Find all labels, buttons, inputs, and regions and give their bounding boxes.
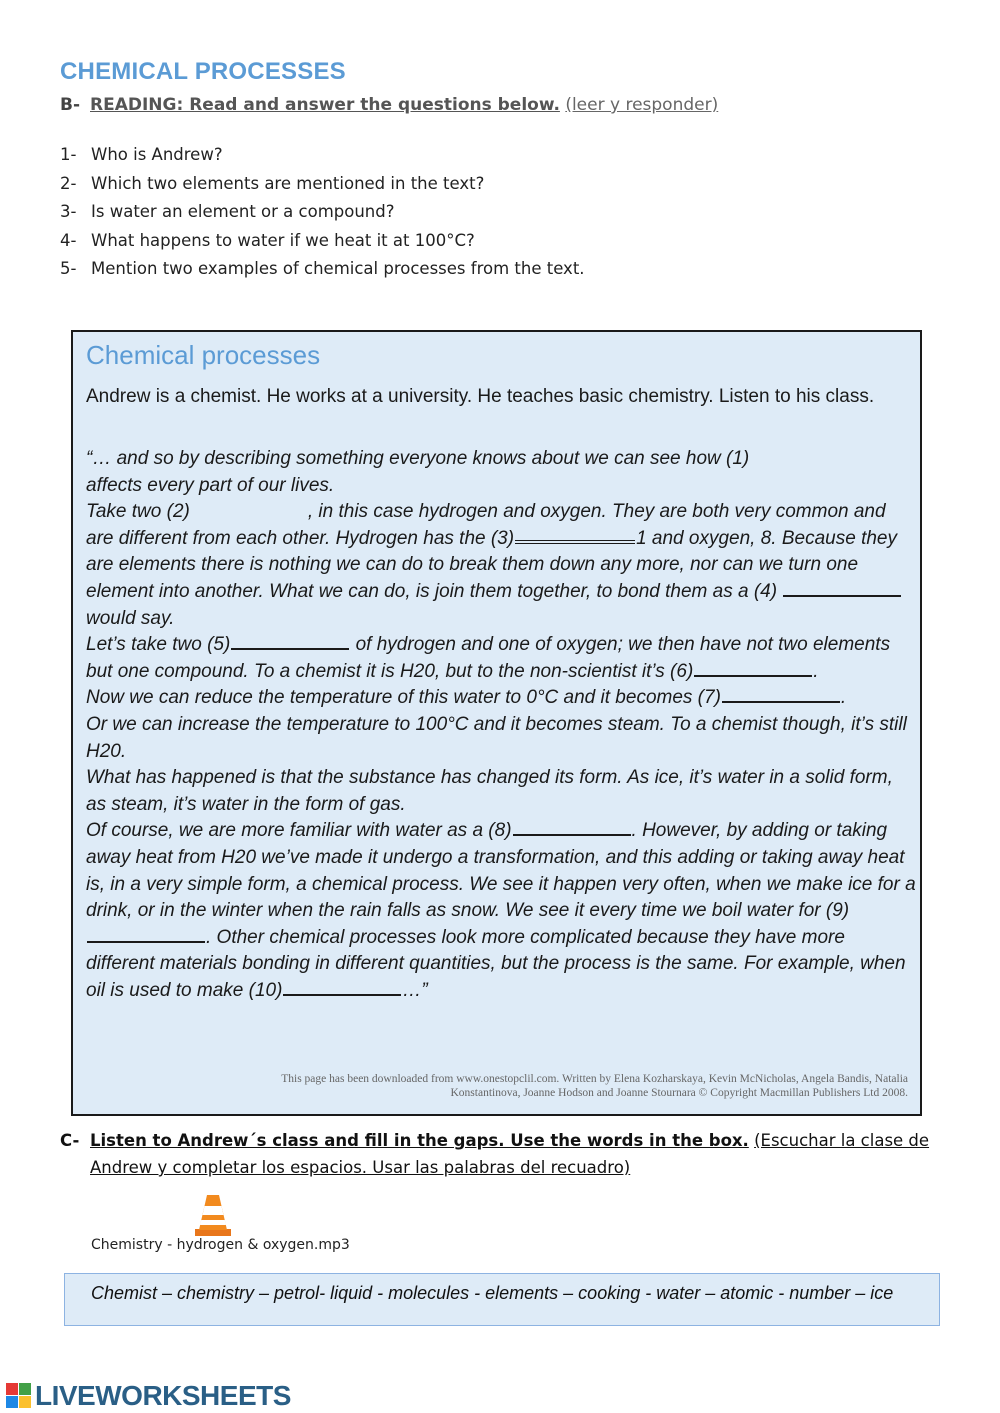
- section-b-title: READING: Read and answer the questions below.: [90, 95, 560, 115]
- section-c-heading: [60, 1127, 940, 1181]
- question-item: 1- Who is Andrew?: [60, 145, 223, 164]
- logo-blocks-icon: [6, 1383, 32, 1409]
- gap-6[interactable]: [694, 661, 812, 677]
- gap-2[interactable]: [191, 503, 307, 517]
- liveworksheets-logo: [6, 1381, 291, 1411]
- gap-10[interactable]: [283, 980, 401, 996]
- section-c-letter: C-: [60, 1131, 80, 1150]
- reading-box: [71, 330, 922, 1116]
- section-c-note: (Escuchar la clase de Andrew y completar los espacios. Usar las palabras del recuadro): [90, 1131, 930, 1177]
- question-item: 3- Is water an element or a compound?: [60, 202, 395, 222]
- word-box: [64, 1273, 940, 1326]
- logo-text: LIVEWORKSHEETS: [35, 1380, 291, 1411]
- reading-intro: Andrew is a chemist. He works at a university. He teaches basic chemistry. Listen to his class.: [86, 386, 875, 407]
- section-b-note: (leer y responder): [565, 95, 719, 115]
- question-item: 5- Mention two examples of chemical processes from the text.: [60, 259, 585, 279]
- gap-7[interactable]: [722, 687, 840, 703]
- section-b-heading: [60, 95, 718, 115]
- gap-5[interactable]: [231, 634, 349, 650]
- page-title: CHEMICAL PROCESSES: [60, 58, 346, 85]
- traffic-cone-icon[interactable]: [193, 1193, 233, 1237]
- section-b-letter: B-: [60, 95, 81, 115]
- gap-3[interactable]: [515, 526, 635, 544]
- gap-8[interactable]: [513, 820, 631, 836]
- reading-title: Chemical processes: [86, 340, 321, 370]
- question-list: [60, 143, 585, 286]
- reading-text: “… and so by describing something everyone knows about we can see how (1) affects every part of our lives. Take two (2) , in this case hydrogen and oxygen. They are both very common and are different from each other. Hydrogen has the (3) 1 and oxygen, 8. Because they are elements there is nothing we can do to break them down any more, nor can we turn one element into another. What we can do, is join them together, to bond them as a (4) would say. Let’s take two (5) of hydrogen and one of oxygen; we then have not two elements but one compound. To a chemist it is H20, but to the non-scientist it’s (6) . Now we can reduce the temperature of this water to 0°C and it becomes (7) . Or we can increase the temperature to 100°C and it becomes steam. To a chemist though, it’s still H20. What has happened is that the substance has changed its form. As ice, it’s water in a solid form, as steam, it’s water in the form of gas. Of course, we are more familiar with water as a (8) . However, by adding or taking away heat from H20 we’ve made it undergo a transformation, and this adding or taking away heat is, in a very simple form, a chemical process. We see it happen very often, when we make ice for a drink, or in the winter when the rain falls as snow. We see it every time we boil water for (9). Other chemical processes look more complicated because they have more different materials bonding in different quantities, but the process is the same. For example, when oil is used to make (10) …”: [86, 448, 916, 1001]
- question-item: 4- What happens to water if we heat it at 100°C?: [60, 230, 475, 250]
- question-item: 2- Which two elements are mentioned in the text?: [60, 173, 485, 193]
- word-list: Chemist – chemistry – petrol- liquid - molecules - elements – cooking - water – atomic - number – ice: [91, 1283, 894, 1303]
- gap-4[interactable]: [783, 581, 901, 597]
- gap-9[interactable]: [87, 927, 205, 943]
- section-c-title: Listen to Andrew´s class and fill in the gaps. Use the words in the box.: [90, 1131, 749, 1150]
- copyright-credit: This page has been downloaded from www.onestopclil.com. Written by Elena Kozharskaya, Kevin McNicholas, Angela Bandis, Natalia Konstantinova, Joanne Hodson and Joanne Stournara © Copyright Macmillan Publishers Ltd 2008.: [281, 1073, 908, 1099]
- audio-filename[interactable]: Chemistry - hydrogen & oxygen.mp3: [91, 1237, 350, 1253]
